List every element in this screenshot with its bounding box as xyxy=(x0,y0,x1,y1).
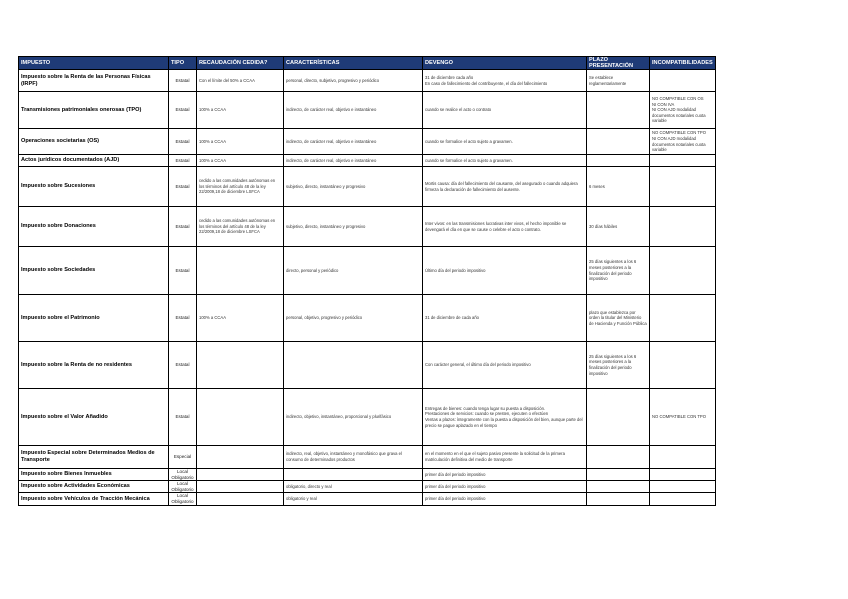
cell-impuesto: Impuesto sobre Donaciones xyxy=(19,207,169,247)
table-row xyxy=(19,155,716,167)
table-row xyxy=(19,295,716,342)
table-row xyxy=(19,167,716,207)
cell-devengo: Entregas de bienes: cuando tenga lugar su puesta a disposición. Prestaciones de servicios: cuando se presten, ejecuten o efectúen Ventas a plazos: íntegramente con la puesta a disposición del bien, aunque parte del precio se pague aplazado en el tiempo xyxy=(423,389,587,446)
cell-recaudacion: 100% a CCAA xyxy=(197,92,284,129)
tax-table xyxy=(18,56,716,506)
cell-caracteristicas: obligatorio, directo y real xyxy=(284,481,423,493)
cell-devengo: primer día del periodo impositivo xyxy=(423,469,587,481)
cell-impuesto: Operaciones societarias (OS) xyxy=(19,129,169,155)
cell-plazo: 25 días siguientes a los 6 meses posteriores a la finalización del periodo impositivo xyxy=(587,247,650,295)
cell-plazo: plazo que establezca por orden la titular del Ministerio de Hacienda y Función Pública xyxy=(587,295,650,342)
cell-devengo: cuando se realice el acto o contrato xyxy=(423,92,587,129)
table-row xyxy=(19,389,716,446)
cell-incompat xyxy=(650,155,716,167)
cell-caracteristicas: directo, personal y periódico xyxy=(284,247,423,295)
cell-recaudacion: cedido a las comunidades autónomas en los términos del artículo 48 de la ley 22/2009,18 de diciembre LSFCA xyxy=(197,207,284,247)
cell-plazo xyxy=(587,129,650,155)
cell-tipo: Local Obligatorio xyxy=(169,481,197,493)
table-row xyxy=(19,481,716,493)
cell-impuesto: Impuesto sobre el Patrimonio xyxy=(19,295,169,342)
header-plazo: PLAZO PRESENTACIÓN xyxy=(587,57,650,70)
cell-devengo: Último día del periodo impositivo xyxy=(423,247,587,295)
cell-impuesto: Impuesto sobre el Valor Añadido xyxy=(19,389,169,446)
cell-recaudacion xyxy=(197,481,284,493)
header-incompatibilidades: INCOMPATIBILIDADES xyxy=(650,57,716,70)
table-row xyxy=(19,207,716,247)
cell-impuesto: Impuesto sobre Bienes Inmuebles xyxy=(19,469,169,481)
cell-tipo: Local Obligatorio xyxy=(169,493,197,505)
cell-recaudacion: cedido a las comunidades autónomas en los términos del artículo 48 de la ley 22/2009,18 de diciembre LSFCA xyxy=(197,167,284,207)
cell-plazo xyxy=(587,446,650,469)
cell-caracteristicas: personal, directo, subjetivo, progresivo y periódico xyxy=(284,70,423,92)
cell-recaudacion xyxy=(197,389,284,446)
cell-tipo: Estatal xyxy=(169,207,197,247)
cell-plazo: 6 meses xyxy=(587,167,650,207)
cell-incompat xyxy=(650,481,716,493)
cell-incompat xyxy=(650,167,716,207)
spreadsheet-page xyxy=(18,56,716,506)
header-impuesto: IMPUESTO xyxy=(19,57,169,70)
cell-devengo: cuando se formalice el acto sujeto a gravamen. xyxy=(423,155,587,167)
cell-incompat xyxy=(650,493,716,505)
cell-devengo: Con carácter general, el último día del periodo impositivo xyxy=(423,342,587,389)
table-row xyxy=(19,70,716,92)
cell-plazo: 30 días hábiles xyxy=(587,207,650,247)
cell-recaudacion: 100% a CCAA xyxy=(197,129,284,155)
table-row xyxy=(19,342,716,389)
cell-caracteristicas: personal, objetivo, progresivo y periódico xyxy=(284,295,423,342)
cell-plazo xyxy=(587,92,650,129)
header-recaudacion: RECAUDACIÓN CEDIDA? xyxy=(197,57,284,70)
table-row xyxy=(19,129,716,155)
cell-tipo: Estatal xyxy=(169,167,197,207)
cell-devengo: primer día del periodo impositivo xyxy=(423,493,587,505)
cell-tipo: Estatal xyxy=(169,129,197,155)
cell-incompat xyxy=(650,469,716,481)
cell-tipo: Estatal xyxy=(169,295,197,342)
table-row xyxy=(19,469,716,481)
table-row xyxy=(19,493,716,505)
cell-tipo: Especial xyxy=(169,446,197,469)
cell-devengo: en el momento en el que el sujeto pasivo presente la solicitud de la primera matriculación definitiva del medio de transporte xyxy=(423,446,587,469)
cell-recaudacion: Con el límite del 50% a CCAA xyxy=(197,70,284,92)
table-row xyxy=(19,92,716,129)
cell-caracteristicas: indirecto, de carácter real, objetivo e instantáneo xyxy=(284,155,423,167)
cell-impuesto: Impuesto Especial sobre Determinados Medios de Transporte xyxy=(19,446,169,469)
cell-incompat xyxy=(650,295,716,342)
cell-tipo: Estatal xyxy=(169,389,197,446)
cell-impuesto: Transmisiones patrimoniales onerosas (TPO) xyxy=(19,92,169,129)
cell-recaudacion: 100% a CCAA xyxy=(197,155,284,167)
cell-impuesto: Impuesto sobre la Renta de no residentes xyxy=(19,342,169,389)
table-header xyxy=(19,57,716,70)
cell-devengo: 31 de diciembre cada año En caso de fallecimiento del contribuyente, el día del fallecimiento xyxy=(423,70,587,92)
cell-tipo: Estatal xyxy=(169,155,197,167)
cell-incompat xyxy=(650,70,716,92)
cell-caracteristicas: obligatorio y real xyxy=(284,493,423,505)
cell-impuesto: Impuesto sobre Actividades Económicas xyxy=(19,481,169,493)
table-row xyxy=(19,446,716,469)
cell-incompat xyxy=(650,342,716,389)
cell-impuesto: Impuesto sobre Vehículos de Tracción Mecánica xyxy=(19,493,169,505)
table-row xyxy=(19,247,716,295)
table-body xyxy=(19,70,716,506)
cell-impuesto: Actos jurídicos documentados (AJD) xyxy=(19,155,169,167)
cell-tipo: Estatal xyxy=(169,92,197,129)
cell-recaudacion xyxy=(197,446,284,469)
cell-devengo: primer día del periodo impositivo xyxy=(423,481,587,493)
cell-tipo: Estatal xyxy=(169,247,197,295)
header-tipo: TIPO xyxy=(169,57,197,70)
cell-recaudacion xyxy=(197,247,284,295)
cell-impuesto: Impuesto sobre Sucesiones xyxy=(19,167,169,207)
cell-plazo xyxy=(587,493,650,505)
header-devengo: DEVENGO xyxy=(423,57,587,70)
cell-recaudacion: 100% a CCAA xyxy=(197,295,284,342)
cell-tipo: Estatal xyxy=(169,70,197,92)
cell-incompat: NO COMPATIBLE CON OS NI CON IVA NI CON AJD modalidad documentos notariales cuota variable xyxy=(650,92,716,129)
cell-incompat: NO COMPATIBLE CON TPO NI CON AJD modalidad documentos notariales cuota variable xyxy=(650,129,716,155)
cell-plazo xyxy=(587,155,650,167)
cell-recaudacion xyxy=(197,342,284,389)
cell-impuesto: Impuesto sobre la Renta de las Personas Físicas (IRPF) xyxy=(19,70,169,92)
cell-caracteristicas xyxy=(284,469,423,481)
header-caracteristicas: CARACTERÍSTICAS xyxy=(284,57,423,70)
cell-incompat xyxy=(650,247,716,295)
cell-plazo xyxy=(587,481,650,493)
cell-caracteristicas: indirecto, de carácter real, objetivo e instantáneo xyxy=(284,92,423,129)
cell-caracteristicas: subjetivo, directo, instantáneo y progresivo xyxy=(284,207,423,247)
cell-incompat xyxy=(650,207,716,247)
cell-plazo xyxy=(587,389,650,446)
cell-incompat: NO COMPATIBLE CON TPO xyxy=(650,389,716,446)
cell-plazo xyxy=(587,469,650,481)
cell-caracteristicas: indirecto, objetivo, instantáneo, proporcional y plurifásico xyxy=(284,389,423,446)
cell-tipo: Local Obligatorio xyxy=(169,469,197,481)
cell-plazo: 25 días siguientes a los 6 meses posteriores a la finalización del periodo impositivo xyxy=(587,342,650,389)
cell-recaudacion xyxy=(197,469,284,481)
cell-devengo: 31 de diciembre de cada año xyxy=(423,295,587,342)
cell-caracteristicas: indirecto, de carácter real, objetivo e instantáneo xyxy=(284,129,423,155)
cell-incompat xyxy=(650,446,716,469)
cell-devengo: Mortis causa: día del fallecimiento del causante, del asegurado o cuando adquiera firmeza la declaración de fallecimiento del ausente. xyxy=(423,167,587,207)
cell-recaudacion xyxy=(197,493,284,505)
cell-tipo: Estatal xyxy=(169,342,197,389)
cell-impuesto: Impuesto sobre Sociedades xyxy=(19,247,169,295)
cell-caracteristicas: subjetivo, directo, instantáneo y progresivo xyxy=(284,167,423,207)
cell-caracteristicas: indirecto, real, objetivo, instantáneo y monofásico que grava el consumo de determinados productos xyxy=(284,446,423,469)
cell-devengo: Inter vivos: en las transmisiones lucrativas inter vivos, el hecho imponible se devengará el día en que se cause o celebre el acto o contrato. xyxy=(423,207,587,247)
cell-devengo: cuando se formalice el acto sujeto a gravamen. xyxy=(423,129,587,155)
cell-plazo: Se establece reglamentariamente xyxy=(587,70,650,92)
header-row xyxy=(19,57,716,70)
cell-caracteristicas xyxy=(284,342,423,389)
